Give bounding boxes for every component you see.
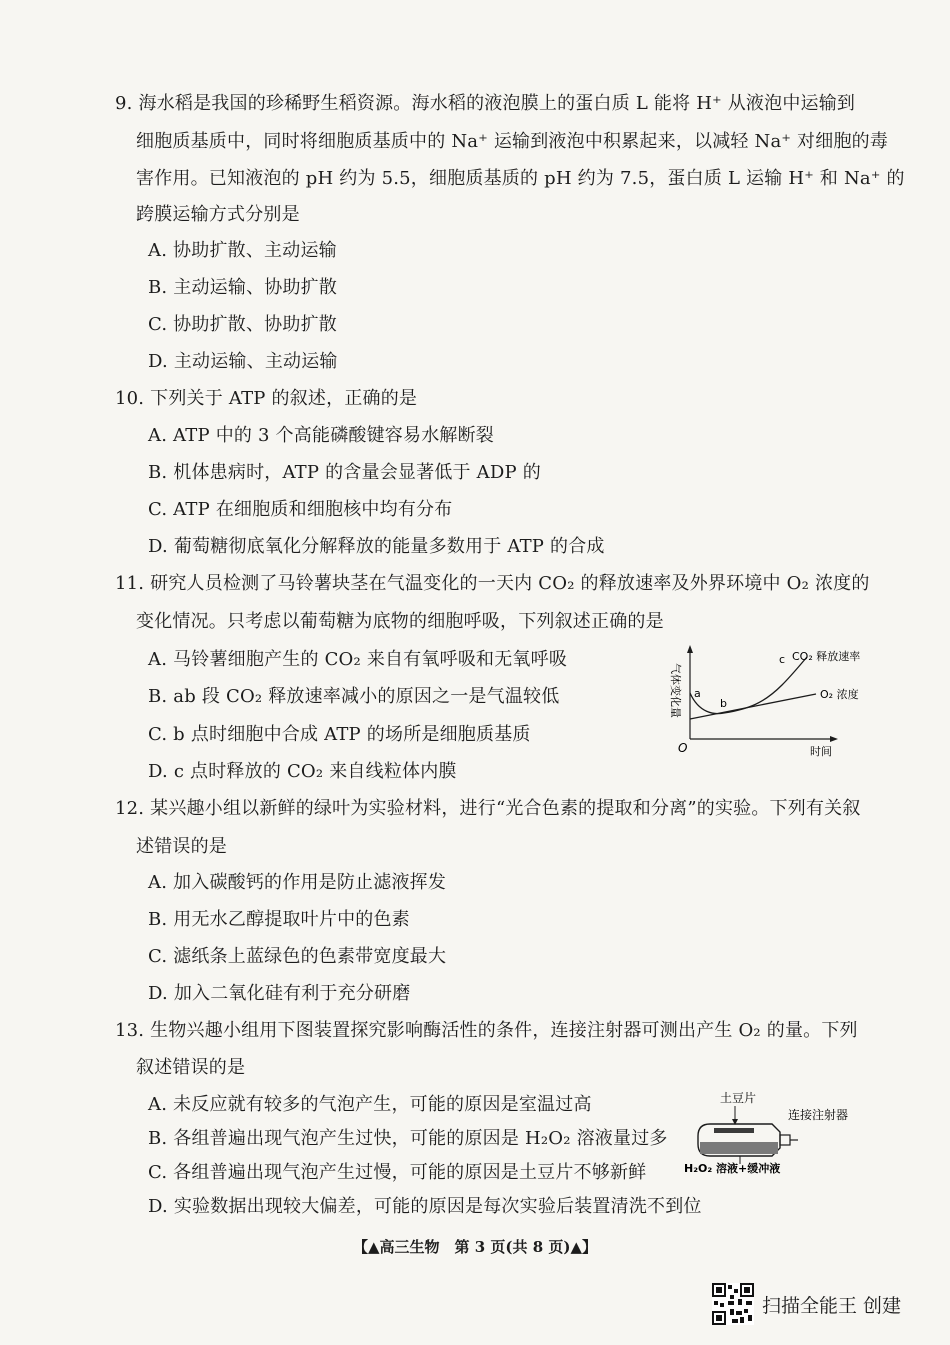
q13-option-a: A. 未反应就有较多的气泡产生，可能的原因是室温过高 [148,1094,592,1115]
qr-code-icon [712,1283,754,1325]
q12-option-a: A. 加入碳酸钙的作用是防止滤液挥发 [148,872,447,893]
scanner-text: 扫描全能王 创建 [762,1294,902,1317]
q11-option-d: D. c 点时释放的 CO₂ 来自线粒体内膜 [148,761,457,782]
solution-fill [700,1142,778,1154]
page-footer: 【▲高三生物 第 3 页(共 8 页)▲】 [352,1238,598,1256]
q9-option-a: A. 协助扩散、主动运输 [148,240,337,261]
q10-option-d: D. 葡萄糖彻底氧化分解释放的能量多数用于 ATP 的合成 [148,536,605,557]
q9-stem-line-1: 9. 海水稻是我国的珍稀野生稻资源。海水稻的液泡膜上的蛋白质 L 能将 H⁺ 从液泡中运输到 [115,93,856,114]
q13-stem-line-2: 叙述错误的是 [136,1057,246,1078]
q13-option-c: C. 各组普遍出现气泡产生过慢，可能的原因是土豆片不够新鲜 [148,1162,647,1183]
solution-label: H₂O₂ 溶液+缓冲液 [684,1162,781,1174]
co2-release-curve [690,657,807,714]
q13-stem-line-1: 13. 生物兴趣小组用下图装置探究影响酶活性的条件，连接注射器可测出产生 O₂ 的量。下列 [115,1020,858,1041]
q12-option-b: B. 用无水乙醇提取叶片中的色素 [148,909,410,930]
q11-option-c: C. b 点时细胞中合成 ATP 的场所是细胞质基质 [148,724,531,745]
q12-option-d: D. 加入二氧化硅有利于充分研磨 [148,983,411,1004]
scanner-watermark [712,1283,901,1325]
q12-stem-line-1: 12. 某兴趣小组以新鲜的绿叶为实验材料，进行“光合色素的提取和分离”的实验。下列有关叙 [115,798,861,819]
q9-option-b: B. 主动运输、协助扩散 [148,277,338,298]
graph-origin-label: O [678,741,688,755]
potato-slice [714,1128,754,1133]
q11-option-a: A. 马铃薯细胞产生的 CO₂ 来自有氧呼吸和无氧呼吸 [148,649,568,670]
q9-stem-line-3: 害作用。已知液泡的 pH 约为 5.5，细胞质基质的 pH 约为 7.5，蛋白质 L 运输 H⁺ 和 Na⁺ 的 [136,168,905,189]
q9-option-c: C. 协助扩散、协助扩散 [148,314,337,335]
q11-gas-graph [664,643,884,765]
q9-option-d: D. 主动运输、主动运输 [148,351,338,372]
q10-option-a: A. ATP 中的 3 个高能磷酸键容易水解断裂 [148,425,494,446]
q12-option-c: C. 滤纸条上蓝绿色的色素带宽度最大 [148,946,447,967]
q10-option-c: C. ATP 在细胞质和细胞核中均有分布 [148,499,453,520]
q9-stem-line-4: 跨膜运输方式分别是 [136,204,300,225]
q11-option-b: B. ab 段 CO₂ 释放速率减小的原因之一是气温较低 [148,686,560,707]
q11-stem-line-2: 变化情况。只考虑以葡萄糖为底物的细胞呼吸，下列叙述正确的是 [136,611,664,632]
o2-concentration-line [690,694,816,719]
potato-slice-label: 土豆片 [720,1091,757,1105]
q11-stem-line-1: 11. 研究人员检测了马铃薯块茎在气温变化的一天内 CO₂ 的释放速率及外界环境中 O₂ 浓度的 [115,573,870,594]
graph-x-label: 时间 [810,745,832,758]
q12-stem-line-2: 述错误的是 [136,836,227,857]
q13-option-d: D. 实验数据出现较大偏差，可能的原因是每次实验后装置清洗不到位 [148,1196,702,1217]
point-c-label: c [779,653,786,666]
syringe-label: 连接注射器 [788,1108,849,1122]
point-a-label: a [694,687,701,700]
co2-curve-label: CO₂ 释放速率 [792,650,861,663]
o2-curve-label: O₂ 浓度 [820,688,859,701]
q9-stem-line-2: 细胞质基质中，同时将细胞质基质中的 Na⁺ 运输到液泡中积累起来，以减轻 Na⁺ 对细胞的毒 [136,131,889,152]
q13-option-b: B. 各组普遍出现气泡产生过快，可能的原因是 H₂O₂ 溶液量过多 [148,1128,668,1149]
q13-apparatus-diagram [680,1088,870,1174]
point-b-label: b [720,697,727,710]
q10-stem-line-1: 10. 下列关于 ATP 的叙述，正确的是 [115,388,418,409]
q10-option-b: B. 机体患病时，ATP 的含量会显著低于 ADP 的 [148,462,541,483]
graph-y-label: 气体变化量 [669,663,682,718]
